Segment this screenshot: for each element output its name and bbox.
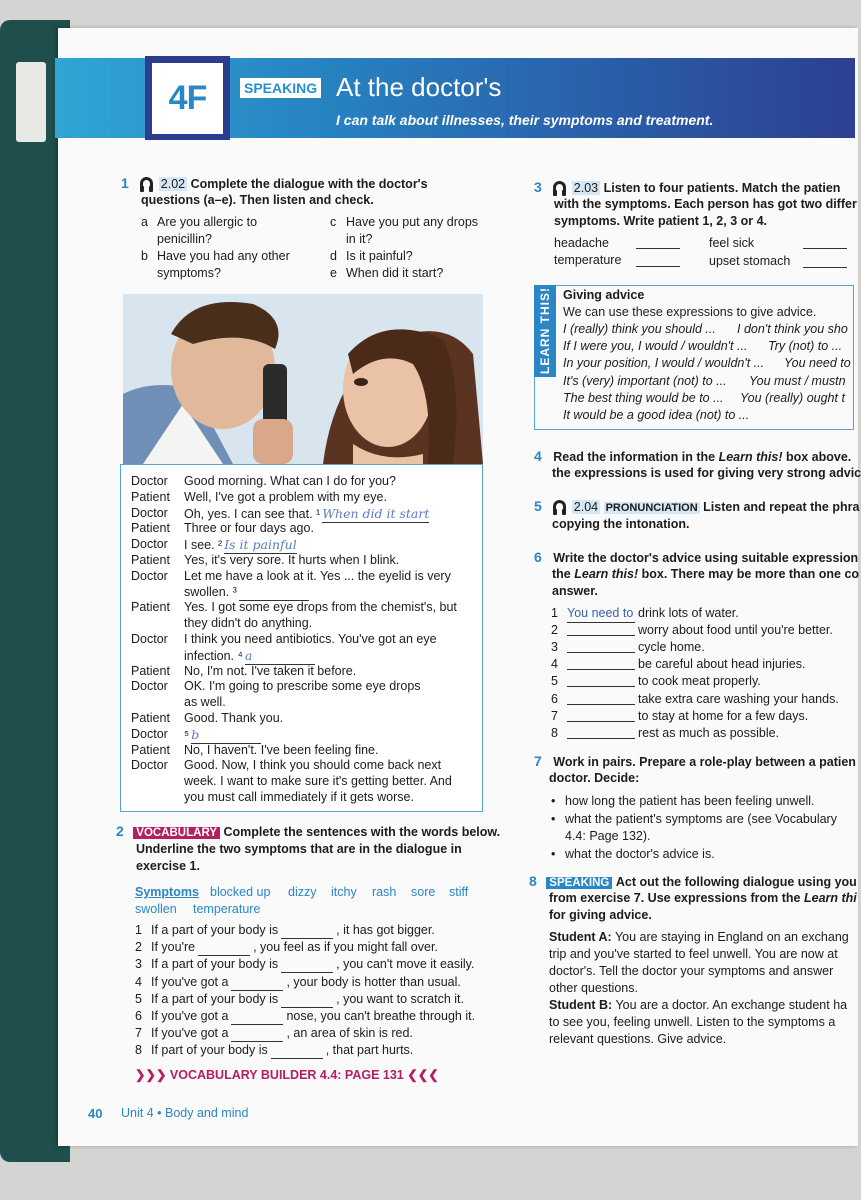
learn-this-expression: You must / mustn	[749, 373, 846, 388]
ex5-line1: Listen and repeat the phra	[703, 500, 860, 514]
sentence-text	[151, 1025, 413, 1042]
dialogue-speaker: Patient	[131, 600, 170, 615]
dialogue-text: swollen. ³	[184, 584, 237, 599]
word-bank-item: stiff	[449, 885, 469, 899]
dialogue-line	[184, 568, 451, 585]
dialogue-text: Yes, it's very sore. It hurts when I blink.	[184, 553, 400, 567]
ex8-emphasis: Learn thi	[803, 891, 857, 905]
bullet-dot: •	[551, 812, 556, 826]
ex8-text: from exercise 7. Use expressions from the	[549, 891, 804, 905]
bullet-text: how long the patient has been feeling unwell.	[565, 794, 815, 808]
ex3-instruction-2: with the symptoms. Each person has got two differ	[554, 197, 857, 211]
ex3-header	[534, 179, 840, 197]
dialogue-text: I think you need antibiotics. You've got an eye	[184, 632, 437, 646]
handwritten-answer: Is it painful	[224, 537, 297, 553]
sentence-after: , you want to scratch it.	[336, 991, 464, 1006]
advice-text: drink lots of water.	[638, 606, 739, 620]
dialogue-text: OK. I'm going to prescribe some eye drops	[184, 679, 421, 694]
ex2-instruction-3: exercise 1.	[136, 859, 200, 873]
dialogue-text: Well, I've got a problem with my eye.	[184, 489, 387, 504]
ex1-option-text: When did it start?	[346, 266, 444, 280]
vocabulary-builder-link	[135, 1067, 439, 1084]
sentence-after: , it has got bigger.	[336, 923, 435, 937]
section-tag: SPEAKING	[240, 78, 321, 98]
dialogue-text: Good morning. What can I do for you?	[184, 474, 396, 488]
advice-text: cycle home.	[638, 640, 705, 655]
ex1-option-text: symptoms?	[157, 266, 221, 280]
sentence-text	[151, 1008, 475, 1025]
ex2-instruction-1: Complete the sentences with the words below.	[223, 825, 501, 839]
sentence-blank[interactable]	[281, 961, 333, 973]
sentence-number: 6	[135, 1009, 142, 1023]
ex3-blank[interactable]	[636, 266, 680, 267]
ex6-line1	[534, 549, 858, 567]
dialogue-line	[184, 678, 421, 695]
advice-text: to stay at home for a few days.	[638, 708, 809, 723]
learn-this-intro: We can use these expressions to give advice.	[563, 305, 817, 319]
sentence-number: 3	[135, 957, 142, 972]
ex3-instruction-1: Listen to four patients. Match the patien	[603, 181, 841, 195]
student-b-label: Student B:	[549, 998, 613, 1012]
ex8-number: 8	[529, 873, 537, 889]
dialogue-line	[184, 473, 396, 490]
footer-section: Body and mind	[165, 1106, 249, 1120]
bullet-text: 4.4: Page 132).	[565, 829, 651, 843]
arrows-right-icon: ❯❯❯	[135, 1068, 167, 1082]
word-bank-item: blocked up	[210, 885, 271, 899]
advice-number: 4	[551, 657, 558, 672]
dialogue-line	[184, 520, 314, 537]
sentence-before: If part of your body is	[151, 1043, 268, 1058]
dialogue-line	[184, 773, 452, 790]
dialogue-text: Let me have a look at it. Yes ... the eyelid is very	[184, 568, 451, 583]
photo-illustration	[123, 294, 483, 464]
sentence-after: , that part hurts.	[325, 1043, 414, 1058]
advice-blank[interactable]	[567, 635, 635, 636]
binder-label-strip	[16, 62, 46, 142]
sentence-text	[151, 1042, 413, 1059]
dialogue-text: you must call immediately if it gets worse.	[184, 790, 414, 804]
advice-number: 2	[551, 623, 558, 638]
headphones-icon	[140, 177, 153, 189]
ex3-blank[interactable]	[636, 248, 680, 249]
sentence-before: If a part of your body is	[151, 923, 279, 937]
ex1-option-text: Have you put any drops	[346, 215, 479, 229]
dialogue-speaker: Patient	[131, 711, 170, 725]
ex6-text: Write the doctor's advice using suitable expression	[553, 551, 859, 565]
word-bank-item: rash	[372, 885, 397, 899]
student-b-text: relevant questions. Give advice.	[549, 1032, 727, 1046]
learn-this-expression: I don't think you sho	[737, 322, 848, 336]
student-a-text: trip and you've started to feel unwell. You are now at	[549, 947, 838, 961]
learn-this-expression: It's (very) important (not) to ...	[563, 373, 727, 388]
advice-text: worry about food until you're better.	[638, 623, 833, 638]
word-bank-item: swollen	[135, 902, 177, 916]
dialogue-speaker: Doctor	[131, 474, 168, 488]
dialogue-speaker: Doctor	[131, 632, 168, 646]
page-title: At the doctor's	[336, 72, 502, 102]
dialogue-speaker: Doctor	[131, 726, 168, 741]
learn-this-expression: In your position, I would / wouldn't ...	[563, 356, 765, 371]
ex1-option-letter: d	[330, 249, 337, 263]
sentence-number: 5	[135, 991, 142, 1006]
ex5-line2: copying the intonation.	[552, 517, 690, 531]
sentence-blank[interactable]	[231, 979, 283, 991]
ex1-option-text: Are you allergic to	[157, 215, 258, 229]
word-bank-item: sore	[411, 885, 436, 899]
sentence-blank[interactable]	[281, 927, 333, 939]
headphones-icon	[553, 500, 566, 512]
dialogue-text: ⁵	[184, 727, 190, 742]
sentence-after: nose, you can't breathe through it.	[286, 1009, 476, 1023]
sentence-after: , you feel as if you might fall over.	[253, 940, 438, 955]
dialogue-line	[184, 552, 399, 569]
learn-this-expression: I (really) think you should ...	[563, 322, 716, 336]
dialogue-line	[184, 615, 312, 632]
ex7-number: 7	[534, 753, 542, 769]
ex1-instruction-1: Complete the dialogue with the doctor's	[190, 177, 428, 191]
advice-blank[interactable]	[567, 669, 635, 670]
sentence-blank[interactable]	[198, 944, 250, 956]
ex3-item: upset stomach	[709, 254, 791, 268]
advice-number: 8	[551, 725, 558, 740]
ex2-number: 2	[116, 823, 124, 839]
dialogue-text: Good. Thank you.	[184, 711, 284, 725]
ex3-item: feel sick	[709, 236, 755, 250]
ex4-text: Read the information in the	[553, 450, 719, 464]
ex2-instruction-2: Underline the two symptoms that are in the dialogue in	[136, 842, 462, 856]
handwritten-answer: When did it start	[322, 505, 430, 521]
dialogue-text: as well.	[184, 695, 226, 710]
arrows-left-icon: ❮❮❮	[407, 1068, 439, 1082]
page-number: 40	[88, 1106, 103, 1121]
ex1-option-text: Have you had any other	[157, 249, 290, 263]
advice-blank[interactable]	[567, 652, 635, 653]
dialogue-text: Oh, yes. I can see that. ¹	[184, 506, 321, 521]
ex5-track: 2.04	[573, 500, 599, 514]
dialogue-line	[184, 489, 387, 506]
ex8-student-b	[549, 997, 847, 1014]
dialogue-line	[184, 599, 457, 616]
sentence-number: 1	[135, 923, 142, 937]
ex1-option-text: in it?	[346, 232, 373, 246]
sentence-after: , you can't move it easily.	[336, 957, 475, 972]
learn-this-title: Giving advice	[563, 288, 645, 302]
sentence-number: 2	[135, 940, 142, 955]
dialogue-text: Good. Now, I think you should come back next	[184, 758, 442, 773]
dialogue-speaker: Doctor	[131, 505, 168, 520]
sentence-blank[interactable]	[231, 1030, 283, 1042]
sentence-after: , your body is hotter than usual.	[286, 974, 461, 989]
dialogue-text: infection. ⁴	[184, 648, 243, 663]
ex1-option-letter: c	[330, 215, 337, 229]
student-a-text: doctor's. Tell the doctor your symptoms and answer	[549, 964, 834, 978]
ex8-tag: SPEAKING	[546, 877, 612, 889]
ex3-instruction-3: symptoms. Write patient 1, 2, 3 or 4.	[554, 214, 768, 228]
ex4-line2: the expressions is used for giving very strong advic	[552, 466, 861, 480]
dialogue-text: No, I'm not. I've taken it before.	[184, 663, 357, 678]
ex4-emphasis: Learn this!	[718, 450, 783, 464]
ex3-number: 3	[534, 179, 542, 195]
advice-number: 6	[551, 691, 558, 706]
vocabulary-builder-label: VOCABULARY BUILDER 4.4: PAGE 131	[169, 1068, 404, 1082]
ex6-emphasis: Learn this!	[574, 567, 639, 581]
dialogue-speaker: Doctor	[131, 679, 168, 694]
ex1-option-letter: a	[141, 215, 148, 229]
footer-unit	[121, 1106, 248, 1120]
sentence-before: If a part of your body is	[151, 991, 279, 1006]
advice-blank[interactable]	[567, 704, 635, 705]
handwritten-answer: a	[245, 647, 315, 665]
advice-number: 3	[551, 640, 558, 655]
dialogue-line	[184, 757, 441, 774]
dialogue-line	[184, 742, 378, 759]
ex1-option-text: Is it painful?	[346, 249, 413, 263]
dialogue-speaker: Patient	[131, 553, 170, 567]
dialogue-text: Yes. I got some eye drops from the chemist's, but	[184, 600, 457, 615]
dialogue-text: No, I haven't. I've been feeling fine.	[184, 742, 379, 757]
dialogue-text: I see. ²	[184, 538, 223, 553]
advice-text: to cook meat properly.	[638, 674, 761, 689]
learn-this-expression: You need to	[784, 356, 851, 371]
advice-number: 7	[551, 708, 558, 723]
ex1-instruction-2: questions (a–e). Then listen and check.	[141, 193, 374, 207]
word-bank-item: dizzy	[288, 885, 317, 899]
bullet-text: what the patient's symptoms are (see Vocabulary	[565, 812, 837, 826]
learn-this-expression: It would be a good idea (not) to ...	[563, 408, 750, 422]
sentence-before: If you're	[151, 940, 196, 955]
learn-this-tab: LEARN THIS!	[534, 285, 556, 377]
advice-text: rest as much as possible.	[638, 725, 780, 740]
handwritten-answer: b	[191, 726, 261, 744]
dialogue-speaker: Patient	[131, 489, 170, 504]
advice-example: You need to	[567, 605, 635, 623]
sentence-text	[151, 922, 435, 939]
dialogue-line	[184, 710, 283, 727]
dialogue-line	[184, 631, 437, 648]
dialogue-speaker: Doctor	[131, 758, 168, 773]
learn-this-expression: Try (not) to ...	[768, 339, 843, 354]
sentence-before: If you've got a	[151, 974, 229, 989]
sentence-number: 4	[135, 974, 142, 989]
doctor-patient-photo	[123, 294, 483, 464]
ex8-text: Act out the following dialogue using you	[615, 875, 857, 889]
ex1-option-text: penicillin?	[157, 232, 212, 246]
ex6-number: 6	[534, 549, 542, 565]
sentence-before: If you've got a	[151, 1009, 229, 1023]
ex7-line2: doctor. Decide:	[549, 771, 640, 785]
ex5-number: 5	[534, 498, 542, 514]
ex3-blank[interactable]	[803, 248, 847, 249]
dialogue-text: week. I want to make sure it's getting better. And	[184, 774, 452, 789]
ex8-line3: for giving advice.	[549, 908, 652, 922]
footer-bullet: •	[157, 1106, 162, 1120]
sentence-number: 8	[135, 1043, 142, 1058]
sentence-blank[interactable]	[271, 1047, 323, 1059]
ex7-text: Work in pairs. Prepare a role-play between a patien	[553, 755, 856, 769]
sentence-after: , an area of skin is red.	[286, 1026, 413, 1041]
student-a-label: Student A:	[549, 930, 612, 944]
learn-this-expression: If I were you, I would / wouldn't ...	[563, 339, 748, 354]
student-a-text: other questions.	[549, 981, 638, 995]
dialogue-line	[184, 663, 356, 680]
learn-this-expression: The best thing would be to ...	[563, 390, 724, 405]
ex7-line1	[534, 753, 856, 771]
word-bank-item: itchy	[331, 885, 357, 899]
student-a-text: You are staying in England on an exchang	[614, 930, 849, 944]
student-b-text: to see you, feeling unwell. Listen to the symptoms a	[549, 1015, 836, 1029]
ex1-option-letter: e	[330, 266, 337, 280]
ex6-line2	[552, 566, 859, 583]
dialogue-line	[184, 694, 226, 711]
advice-number: 1	[551, 606, 558, 620]
dialogue-speaker: Patient	[131, 742, 170, 757]
dialogue-line	[184, 584, 309, 601]
ex8-line2	[549, 890, 857, 907]
advice-text: be careful about head injuries.	[638, 657, 806, 672]
ex4-text: box above.	[782, 450, 852, 464]
sentence-text	[151, 956, 474, 973]
footer-unit-label: Unit 4	[121, 1106, 154, 1120]
ex2-header	[116, 823, 500, 842]
sentence-text	[151, 939, 438, 956]
ex6-line3: answer.	[552, 584, 598, 598]
advice-blank[interactable]	[567, 738, 635, 739]
word-bank-item: Symptoms	[135, 885, 199, 899]
dialogue-speaker: Doctor	[131, 568, 168, 583]
sentence-before: If a part of your body is	[151, 957, 279, 972]
dialogue-speaker: Doctor	[131, 537, 168, 552]
ex1-number: 1	[121, 175, 129, 191]
advice-blank[interactable]	[567, 721, 635, 722]
sentence-before: If you've got a	[151, 1026, 229, 1041]
ex4-number: 4	[534, 448, 542, 464]
sentence-number: 7	[135, 1026, 142, 1041]
dialogue-speaker: Patient	[131, 521, 170, 536]
ex1-header	[121, 175, 428, 193]
ex1-track: 2.02	[160, 177, 186, 191]
ex2-tag: VOCABULARY	[133, 827, 220, 839]
dialogue-text: they didn't do anything.	[184, 616, 313, 631]
advice-text: take extra care washing your hands.	[638, 691, 839, 706]
bullet-dot: •	[551, 847, 556, 861]
ex3-track: 2.03	[573, 181, 599, 195]
ex8-student-a	[549, 929, 849, 946]
ex1-option-letter: b	[141, 249, 148, 263]
page-subtitle: I can talk about illnesses, their symptoms and treatment.	[336, 112, 714, 128]
dialogue-text: Three or four days ago.	[184, 521, 314, 536]
sentence-text	[151, 991, 464, 1008]
ex5-header	[534, 498, 859, 517]
advice-number: 5	[551, 674, 558, 689]
sentence-blank[interactable]	[281, 996, 333, 1008]
sentence-blank[interactable]	[231, 1013, 283, 1025]
ex3-item: headache	[554, 236, 609, 250]
lesson-code: 4F	[152, 63, 223, 134]
ex6-text: the	[552, 567, 575, 581]
dialogue-line	[184, 789, 414, 806]
advice-blank[interactable]	[567, 686, 635, 687]
bullet-dot: •	[551, 794, 556, 808]
word-bank-item: temperature	[193, 902, 261, 916]
headphones-icon	[553, 181, 566, 193]
sentence-text	[151, 974, 461, 991]
ex4-line1	[534, 448, 851, 466]
ex3-item: temperature	[554, 253, 622, 267]
student-b-text: You are a doctor. An exchange student ha	[615, 998, 848, 1012]
learn-this-expression: You (really) ought t	[740, 390, 845, 405]
bullet-text: what the doctor's advice is.	[565, 847, 715, 861]
ex3-blank[interactable]	[803, 267, 847, 268]
dialogue-speaker: Patient	[131, 663, 170, 678]
ex5-tag: PRONUNCIATION	[605, 502, 698, 514]
ex6-text: box. There may be more than one co	[638, 567, 860, 581]
